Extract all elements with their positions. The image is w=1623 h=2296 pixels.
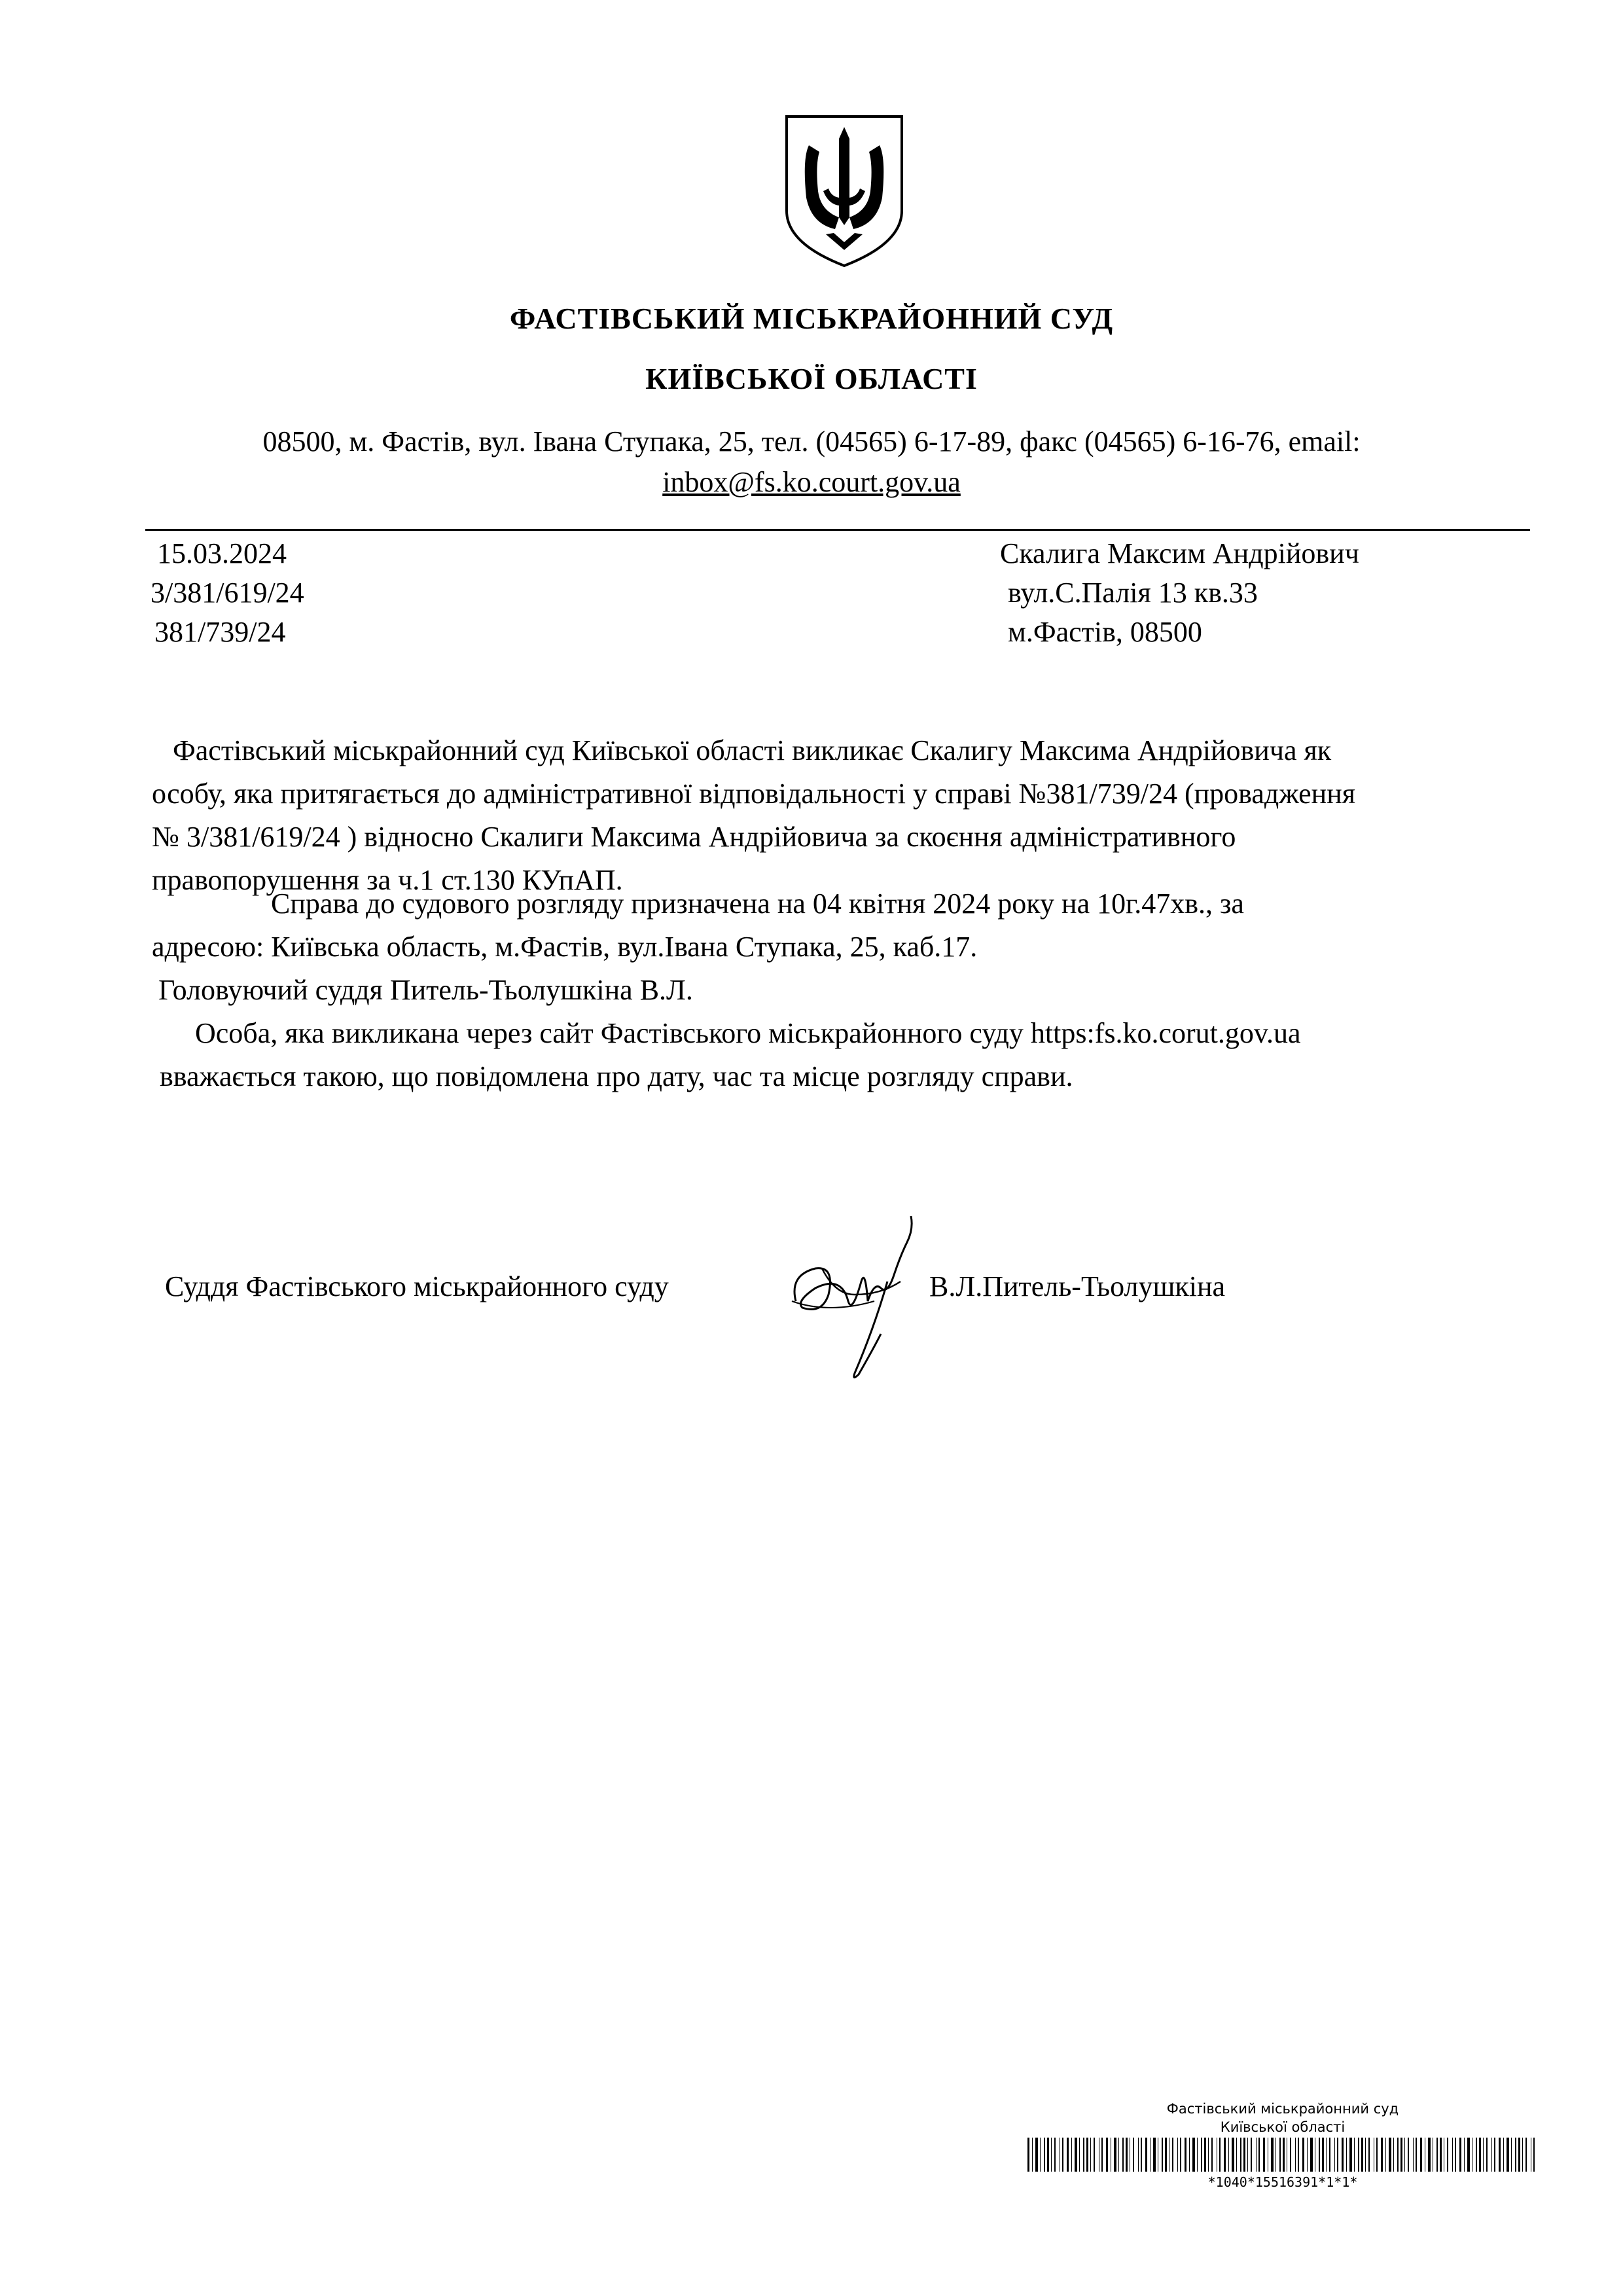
handwritten-signature-icon bbox=[776, 1203, 933, 1393]
stamp-court-region: Київської області bbox=[1220, 2119, 1346, 2135]
barcode-bar bbox=[1228, 2138, 1229, 2172]
barcode-bar bbox=[1476, 2138, 1477, 2172]
recipient-street: вул.С.Палія 13 кв.33 bbox=[1008, 577, 1258, 609]
barcode-bar bbox=[1211, 2138, 1213, 2172]
barcode-bar bbox=[1071, 2138, 1072, 2172]
barcode-bar bbox=[1440, 2138, 1442, 2172]
barcode-bar bbox=[1436, 2138, 1438, 2172]
barcode-bar bbox=[1219, 2138, 1221, 2172]
barcode-bar bbox=[1197, 2138, 1198, 2172]
barcode-bar bbox=[1122, 2138, 1124, 2172]
barcode-bar bbox=[1114, 2138, 1116, 2172]
barcode-bar bbox=[1452, 2138, 1453, 2172]
barcode-bar bbox=[1400, 2138, 1402, 2172]
summons-paragraph bbox=[152, 729, 1533, 902]
barcode-bar bbox=[1044, 2138, 1045, 2172]
barcode-bar bbox=[1224, 2138, 1226, 2172]
barcode-bar bbox=[1393, 2138, 1394, 2172]
barcode-bar bbox=[1499, 2138, 1501, 2172]
summons-line: Фастівський міськрайонний суд Київської області викликає Скалигу Максима Андрійовича як bbox=[173, 734, 1332, 766]
barcode-bar bbox=[1251, 2138, 1252, 2172]
court-email: inbox@fs.ko.court.gov.ua bbox=[662, 466, 961, 498]
judge-name: В.Л.Питель-Тьолушкіна bbox=[929, 1270, 1226, 1302]
barcode-bar bbox=[1354, 2138, 1355, 2172]
court-contact-block bbox=[131, 422, 1492, 503]
barcode-bar bbox=[1275, 2138, 1276, 2172]
barcode-bar bbox=[1365, 2138, 1366, 2172]
barcode-bar bbox=[1040, 2138, 1041, 2172]
barcode-bar bbox=[1075, 2138, 1077, 2172]
barcode-bar bbox=[1447, 2138, 1448, 2172]
barcode-bar bbox=[1322, 2138, 1324, 2172]
barcode-bar bbox=[1483, 2138, 1484, 2172]
barcode-bar bbox=[1511, 2138, 1512, 2172]
barcode-bar bbox=[1397, 2138, 1399, 2172]
barcode-bar bbox=[1413, 2138, 1414, 2172]
summons-line: правопорушення за ч.1 ст.130 КУпАП. bbox=[152, 864, 623, 896]
barcode-bar bbox=[1385, 2138, 1386, 2172]
barcode-bar bbox=[1189, 2138, 1190, 2172]
barcode-bar bbox=[1101, 2138, 1103, 2172]
recipient-city: м.Фастів, 08500 bbox=[1008, 616, 1202, 648]
barcode-bar bbox=[1361, 2138, 1363, 2172]
case-number: 381/739/24 bbox=[154, 616, 286, 648]
header-divider bbox=[145, 529, 1530, 531]
barcode-bar bbox=[1342, 2138, 1344, 2172]
barcode-bar bbox=[1486, 2138, 1488, 2172]
document-date: 15.03.2024 bbox=[157, 537, 287, 569]
barcode-bar bbox=[1404, 2138, 1405, 2172]
barcode-bar bbox=[1271, 2138, 1274, 2172]
judge-title: Суддя Фастівського міськрайонного суду bbox=[165, 1270, 669, 1302]
barcode-bar bbox=[1138, 2138, 1139, 2172]
barcode-bar bbox=[1263, 2138, 1265, 2172]
barcode-bar bbox=[1349, 2138, 1352, 2172]
barcode-bar bbox=[1162, 2138, 1163, 2172]
barcode-bar bbox=[1518, 2138, 1520, 2172]
barcode-bar bbox=[1494, 2138, 1495, 2172]
barcode-bar bbox=[1236, 2138, 1237, 2172]
barcode-bar bbox=[1035, 2138, 1038, 2172]
barcode-bar bbox=[1459, 2138, 1461, 2172]
barcode-bar bbox=[1326, 2138, 1327, 2172]
barcode-bar bbox=[1416, 2138, 1417, 2172]
barcode-bar bbox=[1525, 2138, 1527, 2172]
barcode-bar bbox=[1177, 2138, 1178, 2172]
barcode-bar bbox=[1491, 2138, 1492, 2172]
barcode-bar bbox=[1298, 2138, 1299, 2172]
barcode-bar bbox=[1051, 2138, 1052, 2172]
barcode-bar bbox=[1090, 2138, 1091, 2172]
ukraine-trident-emblem-icon bbox=[783, 113, 906, 270]
barcode-bar bbox=[1337, 2138, 1338, 2172]
barcode-bar bbox=[1358, 2138, 1359, 2172]
barcode-bar bbox=[1295, 2138, 1296, 2172]
barcode-bar bbox=[1067, 2138, 1069, 2172]
barcode-bar bbox=[1283, 2138, 1285, 2172]
notice-paragraph bbox=[152, 1012, 1533, 1098]
barcode-bar bbox=[1027, 2138, 1029, 2172]
barcode-bar bbox=[1106, 2138, 1108, 2172]
barcode-bar bbox=[1118, 2138, 1119, 2172]
barcode-bar bbox=[1180, 2138, 1181, 2172]
barcode-icon bbox=[1027, 2138, 1538, 2172]
barcode-bar bbox=[1256, 2138, 1257, 2172]
barcode-bar bbox=[1503, 2138, 1504, 2172]
barcode-bar bbox=[1133, 2138, 1134, 2172]
barcode-number: *1040*15516391*1*1* bbox=[1207, 2174, 1358, 2190]
stamp-court-name: Фастівський міськрайонний суд bbox=[1166, 2101, 1399, 2117]
notice-line: вважається такою, що повідомлена про дату, час та місце розгляду справи. bbox=[160, 1060, 1073, 1092]
barcode-bar bbox=[1334, 2138, 1335, 2172]
barcode-bar bbox=[1153, 2138, 1156, 2172]
barcode-bar bbox=[1172, 2138, 1173, 2172]
barcode-bar bbox=[1258, 2138, 1260, 2172]
barcode-bar bbox=[1204, 2138, 1206, 2172]
barcode-bar bbox=[1381, 2138, 1383, 2172]
barcode-bar bbox=[1389, 2138, 1391, 2172]
barcode-bar bbox=[1464, 2138, 1465, 2172]
barcode-bar bbox=[1310, 2138, 1313, 2172]
summons-line: особу, яка притягається до адміністративної відповідальності у справі №381/739/24 (провадження bbox=[152, 778, 1355, 810]
barcode-bar bbox=[1047, 2138, 1049, 2172]
hearing-line: адресою: Київська область, м.Фастів, вул.Івана Ступака, 25, каб.17. bbox=[152, 931, 978, 963]
barcode-bar bbox=[1522, 2138, 1523, 2172]
barcode-bar bbox=[1192, 2138, 1195, 2172]
barcode-bar bbox=[1086, 2138, 1088, 2172]
recipient-block bbox=[1000, 534, 1359, 652]
barcode-bar bbox=[1126, 2138, 1128, 2172]
barcode-bar bbox=[1290, 2138, 1291, 2172]
barcode-bar bbox=[1346, 2138, 1347, 2172]
recipient-name: Скалига Максим Андрійович bbox=[1000, 537, 1359, 569]
barcode-bar bbox=[1240, 2138, 1241, 2172]
barcode-bar bbox=[1507, 2138, 1509, 2172]
barcode-bar bbox=[1515, 2138, 1516, 2172]
court-address: 08500, м. Фастів, вул. Івана Ступака, 25, тел. (04565) 6-17-89, факс (04565) 6-16-76, email: bbox=[262, 425, 1361, 457]
barcode-bar bbox=[1408, 2138, 1409, 2172]
barcode-bar bbox=[1145, 2138, 1147, 2172]
hearing-paragraph bbox=[152, 882, 1533, 969]
barcode-bar bbox=[1307, 2138, 1308, 2172]
barcode-bar bbox=[1420, 2138, 1422, 2172]
presiding-judge: Головуючий суддя Питель-Тьолушкіна В.Л. bbox=[158, 974, 693, 1006]
hearing-line: Справа до судового розгляду призначена на 04 квітня 2024 року на 10г.47хв., за bbox=[271, 888, 1244, 920]
barcode-bar bbox=[1062, 2138, 1063, 2172]
barcode-bar bbox=[1165, 2138, 1167, 2172]
notice-line: Особа, яка викликана через сайт Фастівського міськрайонного суду https:fs.ko.corut.gov.ua bbox=[195, 1017, 1301, 1049]
barcode-bar bbox=[1467, 2138, 1470, 2172]
barcode-bar bbox=[1232, 2138, 1234, 2172]
barcode-bar bbox=[1479, 2138, 1481, 2172]
barcode-bar bbox=[1302, 2138, 1304, 2172]
barcode-bar bbox=[1201, 2138, 1202, 2172]
barcode-bar bbox=[1376, 2138, 1378, 2172]
proceeding-number: 3/381/619/24 bbox=[151, 577, 304, 609]
barcode-bar bbox=[1208, 2138, 1209, 2172]
court-name-line1: ФАСТІВСЬКИЙ МІСЬКРАЙОННИЙ СУД bbox=[509, 302, 1114, 335]
barcode-bar bbox=[1319, 2138, 1320, 2172]
court-name-line2: КИЇВСЬКОЇ ОБЛАСТІ bbox=[645, 362, 978, 395]
barcode-bar bbox=[1533, 2138, 1535, 2172]
barcode-bar bbox=[1428, 2138, 1431, 2172]
summons-line: № 3/381/619/24 ) відносно Скалиги Максима Андрійовича за скоєння адміністративного bbox=[152, 821, 1236, 853]
barcode-bar bbox=[1079, 2138, 1080, 2172]
barcode-bar bbox=[1083, 2138, 1084, 2172]
barcode-bar bbox=[1368, 2138, 1370, 2172]
barcode-bar bbox=[1329, 2138, 1330, 2172]
barcode-bar bbox=[1032, 2138, 1033, 2172]
barcode-bar bbox=[1094, 2138, 1095, 2172]
barcode-bar bbox=[1141, 2138, 1142, 2172]
barcode-bar bbox=[1185, 2138, 1186, 2172]
barcode-bar bbox=[1455, 2138, 1456, 2172]
barcode-bar bbox=[1247, 2138, 1248, 2172]
barcode-bar bbox=[1243, 2138, 1245, 2172]
barcode-bar bbox=[1279, 2138, 1281, 2172]
barcode-bar bbox=[1054, 2138, 1056, 2172]
